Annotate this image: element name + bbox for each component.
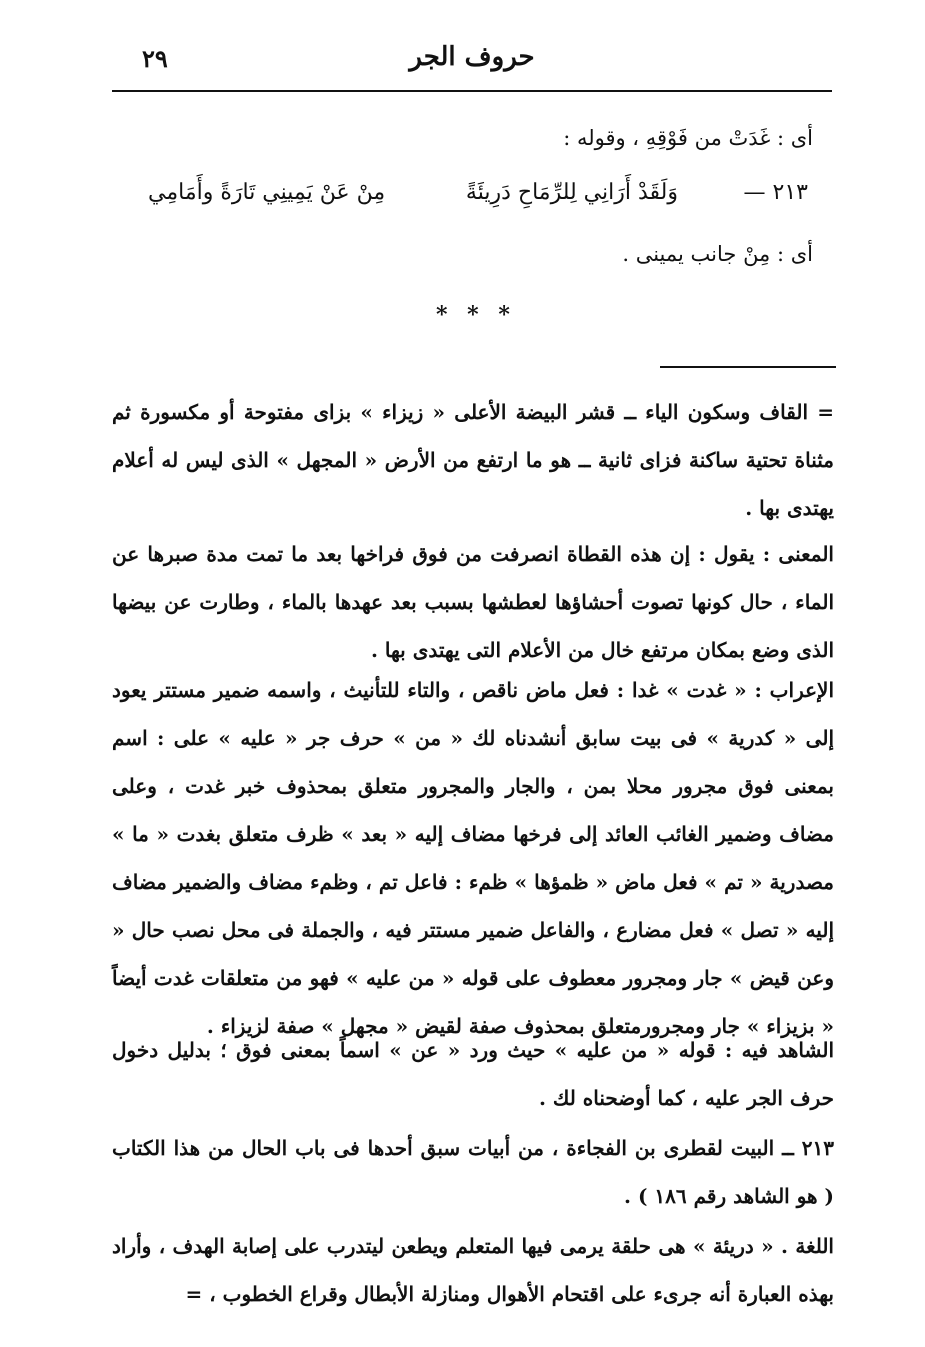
footnote-language: اللغة . « دريئة » هى حلقة يرمى فيها المتعلم ويطعن ليتدرب على إصابة الهدف ، وأراد بهذه العبارة أنه جرىء على اقتحام الأهوال ومنازلة الأبطال وقراع الخطوب ، = (112, 1234, 834, 1306)
footnote-meaning: المعنى : يقول : إن هذه القطاة انصرفت من فوق فراخها بعد ما تمت مدة صبرها عن الماء ، حال كونها تصوت أحشاؤها لعطشها بسبب بعد عهدها بالماء ، وطارت عن بيضها الذى وضع بمكان مرتفع خال من الأعلام التى يهتدى بها . (112, 542, 834, 662)
verse-hemistich-2: مِنْ عَنْ يَمِينِي تَارَةً وأَمَامِي (148, 180, 386, 205)
footnote-evidence: الشاهد فيه : قوله « من عليه » حيث ورد « عن » اسماً بمعنى فوق ؛ بدليل دخول حرف الجر عليه ، كما أوضحناه لك . (112, 1038, 834, 1110)
running-title: حروف الجر (409, 42, 535, 72)
main-line-3: أى : مِنْ جانب يمينى . (622, 242, 813, 266)
footnote-grammar: الإعراب : « غدت » غدا : فعل ماض ناقص ، والتاء للتأنيث ، واسمه ضمير مستتر يعود إلى « كدرية » فى بيت سابق أنشدناه لك « من » حرف جر « عليه » على : اسم بمعنى فوق مجرور محلا بمن ، والجار والمجرور متعلق بمحذوف خبر غدت ، وعلى مضاف وضمير الغائب العائد إلى فرخها مضاف إليه « بعد » ظرف متعلق بغدت « ما » مصدرية « تم » فعل ماض « ظمؤها » ظمء : فاعل تم ، وظمء مضاف والضمير مضاف إليه « تصل » فعل مضارع ، والفاعل ضمير مستتر فيه ، والجملة فى محل نصب حال « وعن قيض » جار ومجرور معطوف على قوله « من عليه » فهو من متعلقات غدت أيضاً « بزيزاء » جار ومجرورمتعلق بمحذوف صفة لقيض « مجهل » صفة لزيزاء . (112, 678, 834, 1038)
footnote-213-source: ٢١٣ ــ البيت لقطرى بن الفجاءة ، من أبيات سبق أحدها فى باب الحال من هذا الكتاب ( هو الشاهد رقم ١٨٦ ) . (112, 1136, 834, 1208)
footnote-rule (660, 366, 836, 368)
verse-213 (148, 176, 808, 220)
main-line-1: أى : غَدَتْ من فَوْقِهِ ، وقوله : (563, 126, 813, 150)
page-number: ٢٩ (142, 44, 168, 73)
section-separator: * * * (436, 302, 516, 328)
verse-number: ٢١٣ — (743, 180, 808, 205)
page-header (112, 34, 832, 92)
footnote-continuation: = القاف وسكون الياء ــ قشر البيضة الأعلى « زيزاء » بزاى مفتوحة أو مكسورة ثم مثناة تحتية ساكنة فزاى ثانية ــ هو ما ارتفع من الأرض « المجهل » الذى ليس له أعلام يهتدى بها . (112, 400, 834, 520)
verse-hemistich-1: وَلَقَدْ أَرَانِي لِلرِّمَاحِ دَرِيئَةً (465, 180, 678, 205)
